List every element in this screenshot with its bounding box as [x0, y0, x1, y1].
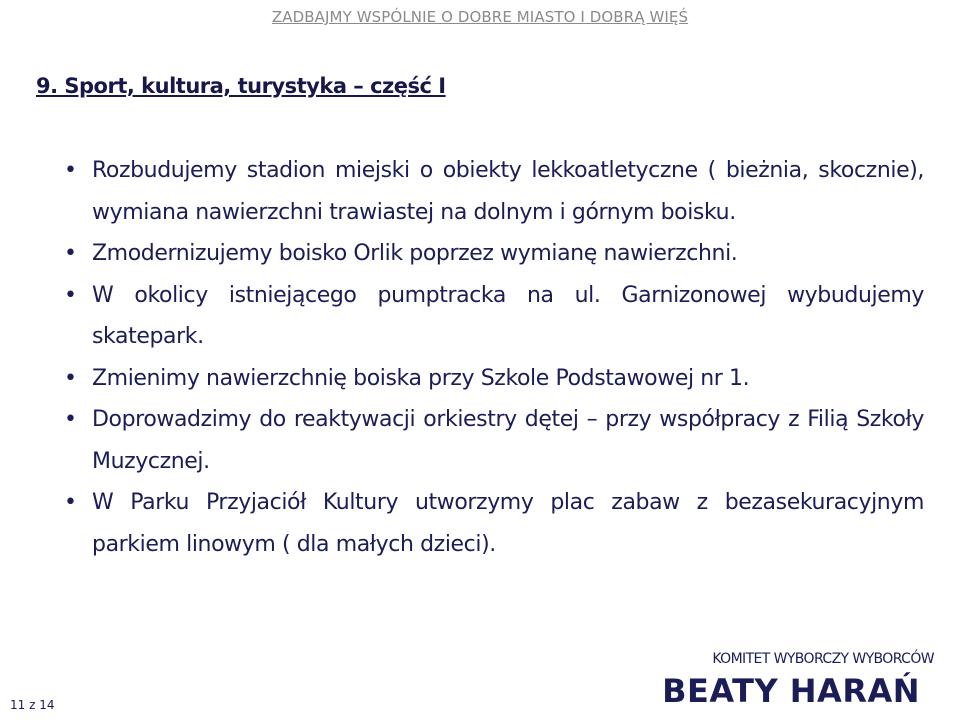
bullet-item [62, 275, 924, 358]
bullet-text: Rozbudujemy stadion miejski o obiekty lekkoatletyczne ( bieżnia, skocznie), wymiana nawierzchni trawiastej na dolnym i górnym boisku. [92, 158, 924, 225]
bullet-item [62, 358, 924, 400]
header-slogan: ZADBAJMY WSPÓLNIE O DOBRE MIASTO I DOBRĄ WIĘŚ [271, 8, 689, 26]
bullet-item [62, 482, 924, 565]
bullet-text: W Parku Przyjaciół Kultury utworzymy plac zabaw z bezasekuracyjnym parkiem linowym ( dla małych dzieci). [92, 490, 924, 557]
bullet-text: Doprowadzimy do reaktywacji orkiestry dętej – przy współpracy z Filią Szkoły Muzycznej. [92, 407, 924, 474]
bullet-dot-icon: • [64, 490, 77, 515]
bullet-text: Zmienimy nawierzchnię boiska przy Szkole Podstawowej nr 1. [92, 365, 750, 391]
candidate-name: BEATY HARAŃ [662, 672, 920, 710]
bullet-dot-icon: • [64, 241, 77, 266]
bullet-item [62, 233, 924, 275]
bullet-list [62, 150, 924, 565]
bullet-dot-icon: • [64, 407, 77, 432]
committee-label: KOMITET WYBORCZY WYBORCÓW [712, 651, 934, 667]
bullet-item [62, 399, 924, 482]
bullet-text: Zmodernizujemy boisko Orlik poprzez wymianę nawierzchni. [92, 241, 738, 266]
bullet-dot-icon: • [64, 282, 77, 308]
bullet-dot-icon: • [64, 365, 77, 391]
bullet-text: W okolicy istniejącego pumptracka na ul. Garnizonowej wybudujemy skatepark. [92, 282, 924, 349]
page-counter: 11 z 14 [10, 698, 55, 712]
bullet-item [62, 150, 924, 233]
section-title: 9. Sport, kultura, turystyka – część I [36, 74, 446, 98]
bullet-dot-icon: • [64, 158, 77, 183]
